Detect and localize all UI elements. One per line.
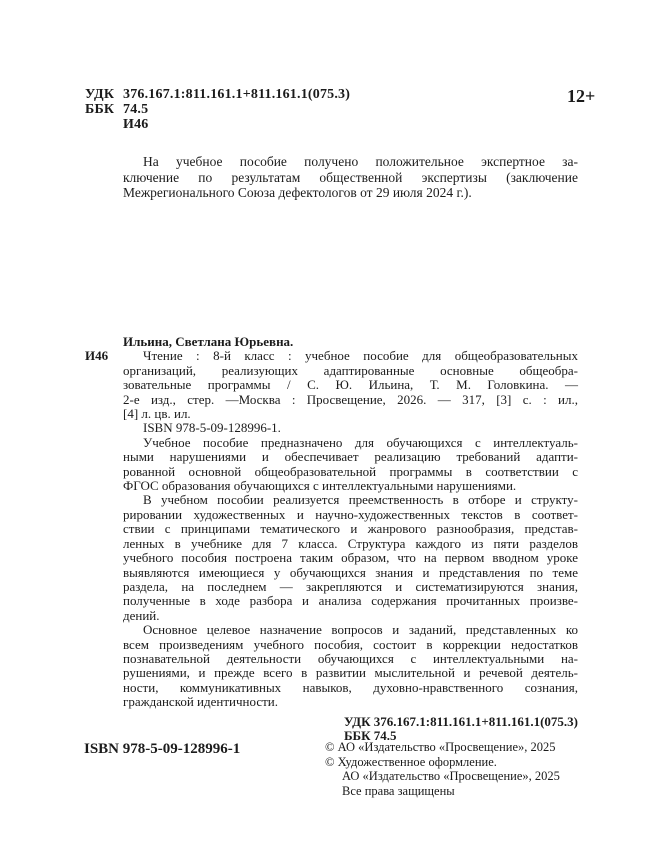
annotation-paragraph-2 <box>123 493 578 623</box>
udk-label: УДК <box>85 87 115 102</box>
text-line: дений. <box>123 607 160 623</box>
text-line: Чтение : 8-й класс : учебное пособие для общеобразовательных <box>143 348 578 364</box>
text-line: ными нарушениями и обеспечивает реализацию требований адапти- <box>123 449 578 465</box>
bbk-value: 74.5 <box>123 101 149 117</box>
card-isbn: ISBN 978-5-09-128996-1. <box>143 420 281 436</box>
udk-row <box>85 88 350 103</box>
text-line: Межрегионального Союза дефектологов от 29 июля 2024 г.). <box>123 185 472 201</box>
classification-footer-bbk: ББК 74.5 <box>343 728 397 744</box>
text-line: всем произведениям учебного пособия, состоит в коррекции недостатков <box>123 636 578 652</box>
text-line: В учебном пособии реализуется преемственность в отборе и структу- <box>143 492 578 508</box>
text-line: организаций, реализующих адаптированные основные общеобра- <box>123 362 578 378</box>
author-sign-spacer <box>85 118 123 133</box>
text-line: зовательные программы / С. Ю. Ильина, Т. М. Головкина. — <box>123 377 578 393</box>
main-text-block <box>85 334 578 744</box>
classification-footer-udk: УДК 376.167.1:811.161.1+811.161.1(075.3) <box>343 713 578 729</box>
text-line: выявляются имеющиеся у обучающихся знания и представления по теме <box>123 564 578 580</box>
text-line: гражданской идентичности. <box>123 694 278 710</box>
text-line: ключение по результатам общественной экспертизы (заключение <box>123 169 578 185</box>
bbk-label: ББК <box>85 101 115 117</box>
annotation-paragraph-1 <box>123 436 578 494</box>
text-line: ФГОС образования обучающихся с интеллектуальными нарушениями. <box>123 478 517 494</box>
text-line: раздела, на последнем — закрепляются и систематизируются знания, <box>123 578 578 594</box>
footer-isbn: ISBN 978-5-09-128996-1 <box>84 741 241 757</box>
udk-value: 376.167.1:811.161.1+811.161.1(075.3) <box>123 87 351 102</box>
copyright-rights-reserved: Все права защищены <box>342 783 455 798</box>
copyright-design-publisher: АО «Издательство «Просвещение», 2025 <box>342 769 560 784</box>
text-line: рушениями, и прежде всего в развитии мыслительной и речевой деятель- <box>123 665 578 681</box>
card-description <box>123 349 578 421</box>
text-line: Учебное пособие предназначено для обучающихся с интеллектуаль- <box>143 434 578 450</box>
text-line: полученные в ходе разбора и анализа содержания прочитанных произве- <box>123 593 578 609</box>
text-line: ствии с принципами тематического и жанрового разнообразия, представ- <box>123 521 578 537</box>
text-line: Основное целевое назначение вопросов и заданий, представленных ко <box>143 622 578 638</box>
bbk-row <box>85 103 350 118</box>
classification-header <box>85 88 350 132</box>
card-margin-sign: И46 <box>85 348 109 364</box>
author-sign-row <box>85 118 350 133</box>
copyright-design: © Художественное оформление. <box>325 754 497 769</box>
expert-note <box>123 154 578 201</box>
annotation-paragraph-3 <box>123 623 578 709</box>
text-line: ленных в учебнике для 7 класса. Структура каждого из пяти разделов <box>123 535 578 551</box>
text-line: 2-е изд., стер. —Москва : Просвещение, 2026. — 317, [3] с. : ил., <box>123 391 578 407</box>
text-line: учебного пособия построена таким образом, что на первом вводном уроке <box>123 550 578 566</box>
text-line: [4] л. цв. ил. <box>123 406 191 422</box>
text-line: рованной основной общеобразовательной программы в соответствии с <box>123 463 578 479</box>
text-line: На учебное пособие получено положительное экспертное за- <box>143 154 578 169</box>
text-line: ности, коммуникативных навыков, духовно-нравственного сознания, <box>123 679 578 695</box>
text-line: познавательной деятельности обучающихся с интеллектуальными на- <box>123 650 578 666</box>
card-author: Ильина, Светлана Юрьевна. <box>123 334 294 349</box>
age-mark: 12+ <box>567 86 596 106</box>
author-sign: И46 <box>123 116 149 132</box>
text-line: рировании художественных и научно-художественных текстов в соответ- <box>123 506 578 522</box>
copyright-block <box>325 740 560 798</box>
copyright-publisher: © АО «Издательство «Просвещение», 2025 <box>325 740 556 754</box>
